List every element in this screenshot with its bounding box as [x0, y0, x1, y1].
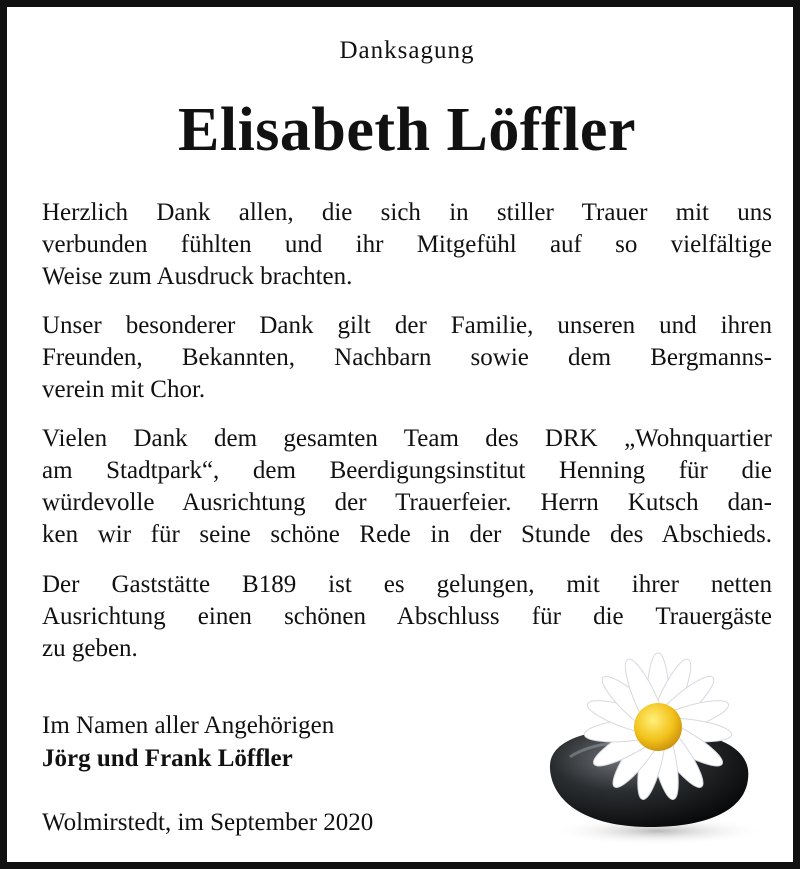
paragraph-line: würdevolle Ausrichtung der Trauerfeier. Herrn Kutsch dan- — [42, 489, 772, 516]
paragraph-line: verbunden fühlten und ihr Mitgefühl auf so vielfältige — [42, 231, 772, 258]
paragraph-2 — [42, 310, 772, 406]
paragraph-line: Weise zum Ausdruck brachten. — [42, 263, 353, 290]
deceased-name: Elisabeth Löffler — [178, 96, 636, 164]
signature-intro: Im Namen aller Angehörigen — [42, 712, 335, 739]
signature-names: Jörg und Frank Löffler — [42, 745, 293, 772]
paragraph-line: zu geben. — [42, 635, 138, 662]
paragraph-line: Der Gaststätte B189 ist es gelungen, mit ihrer netten — [42, 571, 772, 598]
paragraph-line: Ausrichtung einen schönen Abschluss für die Trauergäste — [42, 603, 772, 630]
paragraph-line: Vielen Dank dem gesamten Team des DRK „Wohnquartier — [42, 425, 772, 452]
paragraph-line: ken wir für seine schöne Rede in der Stunde des Abschieds. — [42, 521, 772, 548]
paragraph-line: Herzlich Dank allen, die sich in stiller Trauer mit uns — [42, 199, 772, 226]
paragraph-3 — [42, 423, 772, 551]
notice-heading: Danksagung — [339, 37, 475, 64]
daisy-on-stone-icon — [540, 649, 770, 849]
paragraph-line: verein mit Chor. — [42, 376, 206, 403]
paragraph-line: Freunden, Bekannten, Nachbarn sowie dem Bergmanns- — [42, 344, 772, 371]
paragraph-line: am Stadtpark“, dem Beerdigungsinstitut Henning für die — [42, 457, 772, 484]
paragraph-line: Unser besonderer Dank gilt der Familie, unseren und ihren — [42, 312, 772, 339]
paragraph-1 — [42, 197, 772, 293]
place-date: Wolmirstedt, im September 2020 — [42, 809, 374, 836]
daisy-center — [634, 703, 682, 751]
